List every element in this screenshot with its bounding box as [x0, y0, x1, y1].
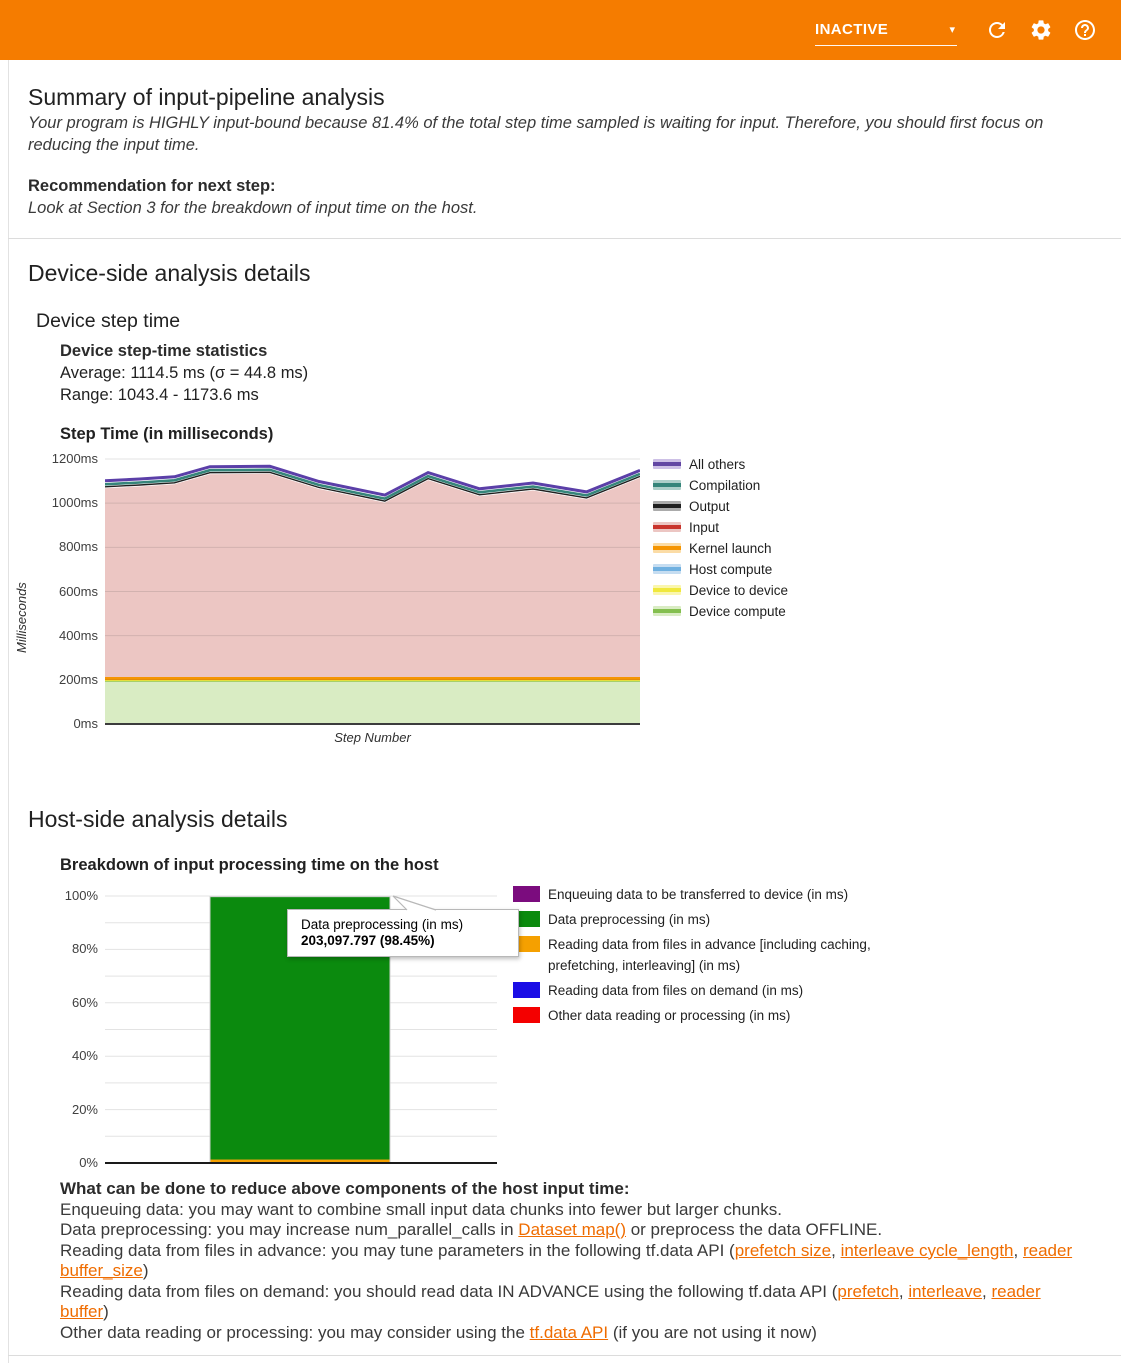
device-chart-title: Step Time (in milliseconds) — [60, 425, 274, 443]
y-tick-label: 40% — [71, 1048, 98, 1063]
legend-color-swatch — [513, 886, 540, 902]
legend-color-swatch — [653, 480, 681, 490]
settings-button[interactable] — [1029, 18, 1053, 42]
legend-label: Device compute — [689, 604, 786, 619]
legend-color-swatch — [653, 543, 681, 553]
legend-item — [513, 980, 900, 1001]
legend-label: Output — [689, 499, 730, 514]
legend-color-swatch — [513, 982, 540, 998]
doc-link[interactable]: reader buffer — [60, 1281, 1041, 1321]
legend-item — [653, 517, 788, 538]
legend-color-swatch — [653, 522, 681, 532]
legend-item — [653, 496, 788, 517]
y-tick-label: 80% — [71, 941, 98, 956]
legend-item — [653, 601, 788, 622]
advice-line: Other data reading or processing: you may consider using the tf.data API (if you are not using it now) — [60, 1322, 817, 1342]
legend-color-swatch — [653, 564, 681, 574]
legend-color-swatch — [653, 501, 681, 511]
doc-link[interactable]: Dataset map() — [518, 1220, 626, 1239]
legend-label: Input — [689, 520, 720, 535]
y-tick-label: 200ms — [58, 672, 98, 687]
y-tick-label: 0% — [79, 1155, 98, 1170]
advice-heading: What can be done to reduce above components of the host input time: — [60, 1179, 630, 1198]
card-left-border — [8, 60, 9, 1363]
device-stats-title: Device step-time statistics — [60, 342, 268, 360]
legend-label: Other data reading or processing (in ms) — [548, 1008, 791, 1023]
device-step-time-title: Device step time — [36, 310, 181, 332]
doc-link[interactable]: prefetch — [837, 1281, 899, 1301]
help-button[interactable] — [1073, 18, 1097, 42]
doc-link[interactable]: prefetch size — [734, 1240, 832, 1260]
device-section-title: Device-side analysis details — [28, 260, 311, 286]
legend-label: Data preprocessing (in ms) — [548, 912, 711, 927]
legend-item — [513, 909, 900, 930]
legend-label: Host compute — [689, 562, 773, 577]
legend-label: Reading data from files on demand (in ms) — [548, 983, 804, 998]
advice-line: Reading data from files in advance: you may tune parameters in the following tf.data API (prefetch size, interleave cycle_length, reader buffer_size) — [60, 1240, 1073, 1280]
legend-color-swatch — [513, 1007, 540, 1023]
device-chart-x-axis-title: Step Number — [334, 730, 411, 745]
y-tick-label: 400ms — [58, 628, 98, 643]
host-chart-title: Breakdown of input processing time on the host — [60, 856, 439, 874]
host-advice-block — [60, 1179, 1076, 1343]
legend-label: Compilation — [689, 478, 761, 493]
y-tick-label: 0ms — [73, 716, 98, 731]
refresh-icon — [985, 18, 1009, 42]
device-stats-average: Average: 1114.5 ms (σ = 44.8 ms) — [60, 364, 309, 382]
y-tick-label: 100% — [64, 888, 98, 903]
run-state-value: INACTIVE — [815, 20, 889, 38]
y-tick-label: 600ms — [58, 584, 98, 599]
advice-line: Enqueuing data: you may want to combine small input data chunks into fewer but larger chunks. — [60, 1199, 782, 1219]
advice-line: Reading data from files on demand: you should read data IN ADVANCE using the following tf.data API (prefetch, interleave, reader buffer) — [60, 1281, 1041, 1321]
advice-lines — [60, 1200, 1076, 1344]
help-icon — [1073, 18, 1097, 42]
device-step-time-chart[interactable] — [105, 448, 640, 733]
y-tick-label: 1200ms — [51, 451, 98, 466]
recommendation-label: Recommendation for next step: — [28, 177, 276, 195]
tooltip-callout-arrow — [384, 893, 448, 911]
y-tick-label: 1000ms — [51, 495, 98, 510]
chart-tooltip — [287, 909, 519, 957]
legend-color-swatch — [653, 459, 681, 469]
device-chart-legend — [653, 454, 788, 622]
recommendation-text: Look at Section 3 for the breakdown of input time on the host. — [28, 199, 478, 217]
tooltip-value: 203,097.797 (98.45%) — [301, 933, 435, 948]
legend-item — [513, 1005, 900, 1026]
y-tick-label: 60% — [71, 995, 98, 1010]
doc-link[interactable]: interleave cycle_length — [840, 1240, 1014, 1260]
legend-label: Device to device — [689, 583, 789, 598]
legend-color-swatch — [653, 606, 681, 616]
tooltip-series-name: Data preprocessing (in ms) — [301, 917, 464, 932]
gear-icon — [1029, 18, 1053, 42]
y-tick-label: 20% — [71, 1102, 98, 1117]
legend-color-swatch — [653, 585, 681, 595]
device-compute-area — [105, 681, 640, 724]
device-chart-y-axis-title: Milliseconds — [14, 582, 29, 653]
legend-item — [653, 580, 788, 601]
doc-link[interactable]: reader buffer_size — [60, 1240, 1073, 1280]
chevron-down-icon: ▾ — [949, 23, 955, 36]
toolbar — [0, 0, 1121, 60]
y-tick-label: 800ms — [58, 539, 98, 554]
legend-label: Kernel launch — [689, 541, 772, 556]
host-section-title: Host-side analysis details — [28, 806, 288, 832]
legend-label: All others — [689, 457, 746, 472]
legend-item — [653, 454, 788, 475]
device-stats-range: Range: 1043.4 - 1173.6 ms — [60, 386, 259, 404]
advice-line: Data preprocessing: you may increase num_parallel_calls in Dataset map() or preprocess the data OFFLINE. — [60, 1220, 883, 1239]
legend-item — [513, 884, 900, 905]
doc-link[interactable]: interleave — [908, 1281, 983, 1301]
legend-item — [653, 559, 788, 580]
section-divider — [8, 238, 1121, 239]
refresh-button[interactable] — [985, 18, 1009, 42]
legend-item — [653, 538, 788, 559]
run-state-select[interactable] — [815, 15, 957, 46]
doc-link[interactable]: tf.data API — [529, 1322, 609, 1342]
legend-item — [513, 934, 900, 976]
legend-label: Reading data from files in advance [including caching, prefetching, interleaving] (in ms) — [548, 937, 871, 973]
legend-label: Enqueuing data to be transferred to device (in ms) — [548, 887, 849, 902]
section-divider — [8, 1355, 1121, 1356]
host-chart-legend — [513, 884, 900, 1030]
summary-title: Summary of input-pipeline analysis — [28, 84, 385, 110]
legend-item — [653, 475, 788, 496]
summary-body: Your program is HIGHLY input-bound because 81.4% of the total step time sampled is waiting for input. Therefore, you should first focus on reducing the input time. — [28, 114, 1044, 154]
